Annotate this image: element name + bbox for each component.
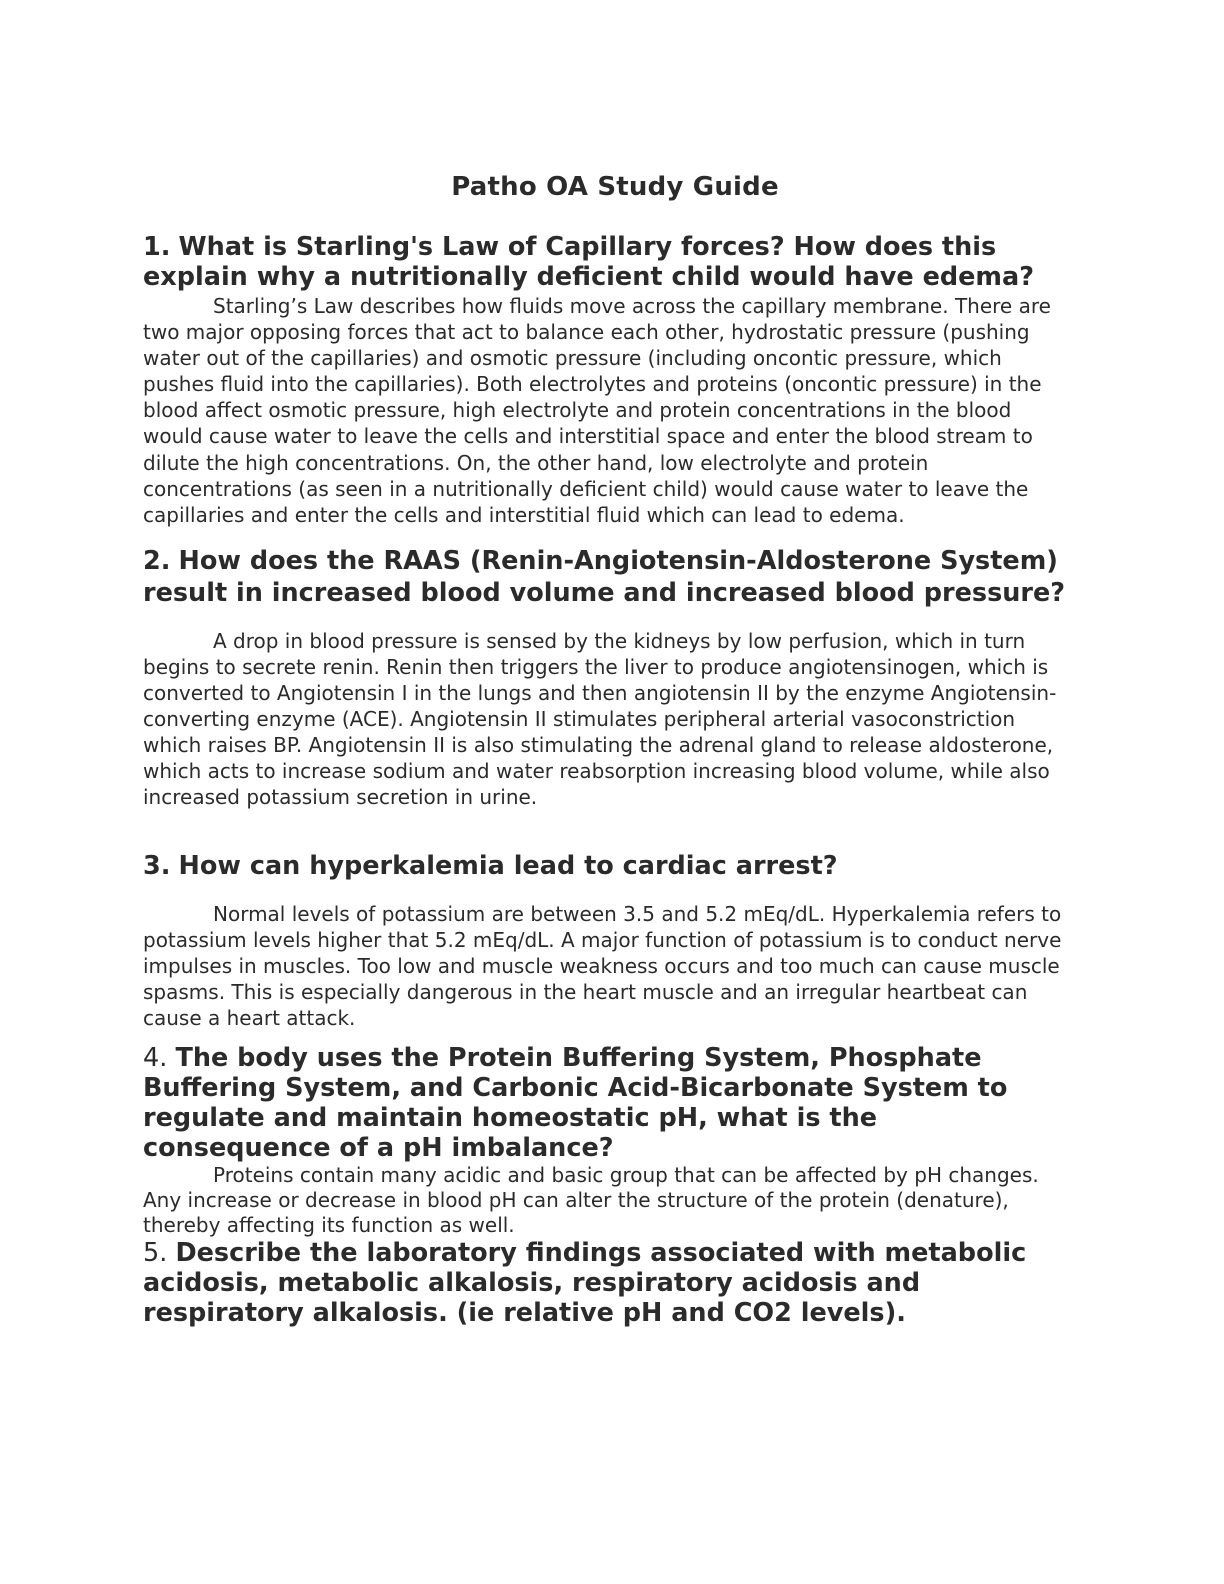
answer-3: Normal levels of potassium are between 3.5 and 5.2 mEq/dL. Hyperkalemia refers to potassium levels higher that 5.2 mEq/dL. A major function of potassium is to conduct nerve impulses in muscles. Too low and muscle weakness occurs and too much can cause muscle spasms. This is especially dangerous in the heart muscle and an irregular heartbeat can cause a heart attack. <box>143 901 1062 1030</box>
question-3-heading <box>143 851 1073 881</box>
question-3-number: 3. <box>143 850 171 881</box>
question-4-number: 4. <box>143 1042 168 1073</box>
question-3-text: How can hyperkalemia lead to cardiac arrest? <box>178 850 838 881</box>
answer-4: Proteins contain many acidic and basic group that can be affected by pH changes. Any increase or decrease in blood pH can alter the structure of the protein (denature), thereby affecting its function as well. <box>143 1162 1039 1237</box>
question-5-text: Describe the laboratory findings associated with metabolic acidosis, metabolic alkalosis, respiratory acidosis and respiratory alkalosis. (ie relative pH and CO2 levels). <box>143 1237 1027 1328</box>
answer-2: A drop in blood pressure is sensed by the kidneys by low perfusion, which in turn begins to secrete renin. Renin then triggers the liver to produce angiotensinogen, which is converted to Angiotensin I in the lungs and then angiotensin II by the enzyme Angiotensin-converting enzyme (ACE). Angiotensin II stimulates peripheral arterial vasoconstriction which raises BP. Angiotensin II is also stimulating the adrenal gland to release aldosterone, which acts to increase sodium and water reabsorption increasing blood volume, while also increased potassium secretion in urine. <box>143 628 1057 810</box>
question-1-heading <box>143 232 1073 292</box>
question-1-text: What is Starling's Law of Capillary forces? How does this explain why a nutritionally deficient child would have edema? <box>143 232 1034 292</box>
page-title: Patho OA Study Guide <box>451 172 779 202</box>
question-2-heading <box>143 545 1073 610</box>
question-2-number: 2. <box>143 545 171 576</box>
question-4-text: The body uses the Protein Buffering System, Phosphate Buffering System, and Carbonic Acid-Bicarbonate System to regulate and maintain homeostatic pH, what is the consequence of a pH imbalance? <box>143 1042 1008 1163</box>
question-4-heading <box>143 1043 1073 1163</box>
question-1-number: 1. <box>143 232 171 262</box>
question-5-heading <box>143 1238 1073 1328</box>
answer-1: Starling’s Law describes how fluids move across the capillary membrane. There are two major opposing forces that act to balance each other, hydrostatic pressure (pushing water out of the capillaries) and osmotic pressure (including oncontic pressure, which pushes fluid into the capillaries). Both electrolytes and proteins (oncontic pressure) in the blood affect osmotic pressure, high electrolyte and protein concentrations in the blood would cause water to leave the cells and interstitial space and enter the blood stream to dilute the high concentrations. On, the other hand, low electrolyte and protein concentrations (as seen in a nutritionally deficient child) would cause water to leave the capillaries and enter the cells and interstitial fluid which can lead to edema. <box>143 294 1051 527</box>
question-5-number: 5. <box>143 1237 168 1268</box>
document-page <box>143 170 1073 1328</box>
question-2-text: How does the RAAS (Renin-Angiotensin-Aldosterone System) result in increased blood volume and increased blood pressure? <box>143 545 1066 609</box>
